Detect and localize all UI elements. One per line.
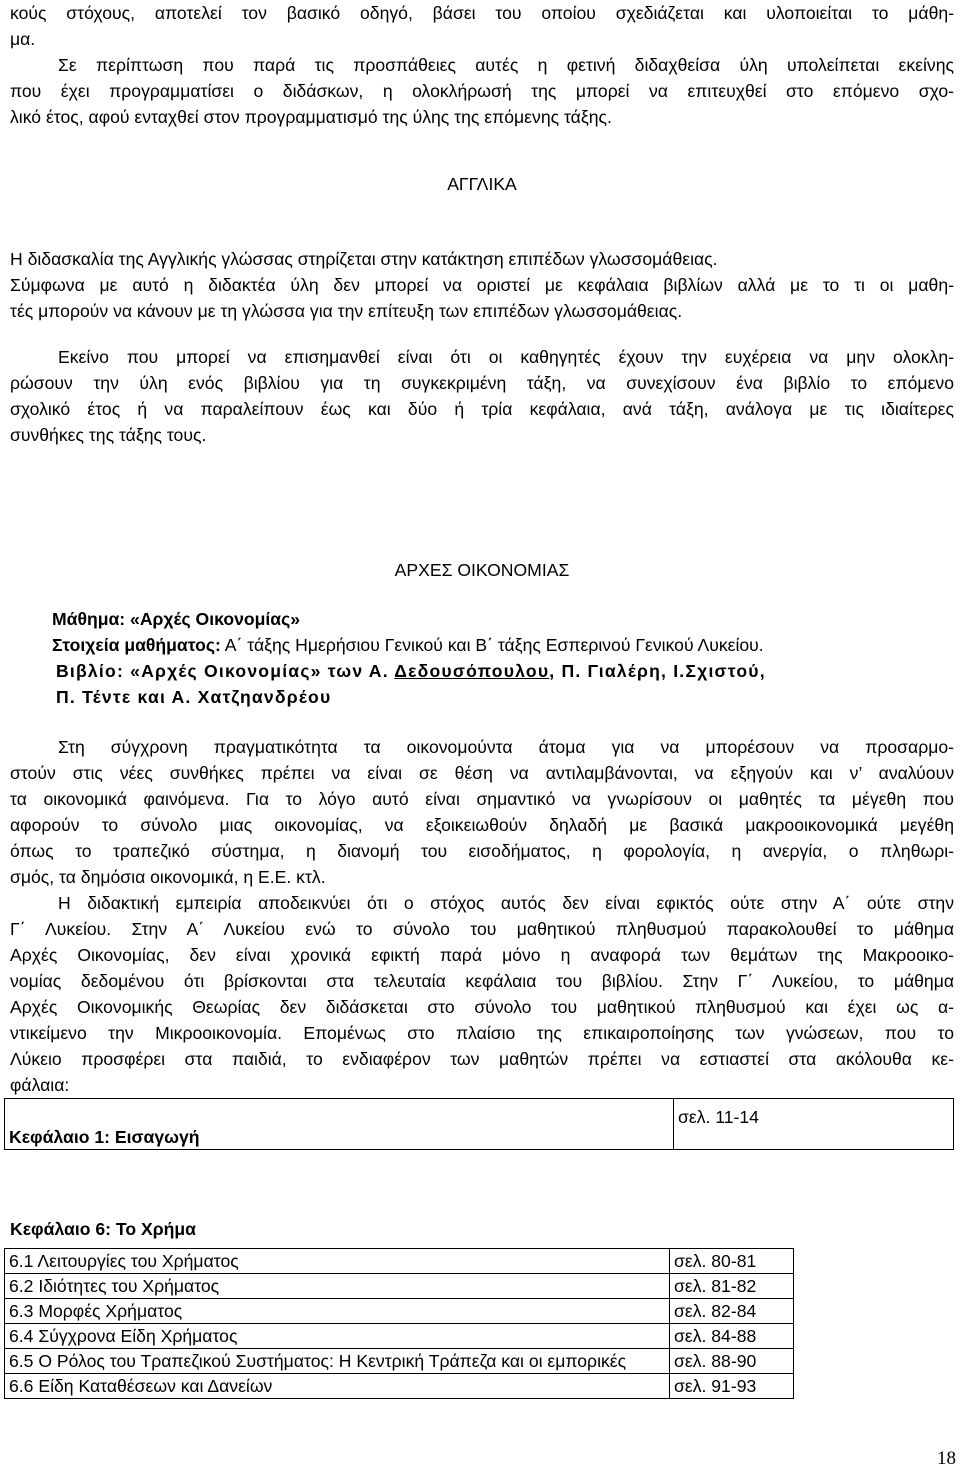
pages-cell: σελ. 82-84 xyxy=(670,1299,794,1324)
text-line: Λύκειο προσφέρει στα παιδιά, το ενδιαφέρον των μαθητών πρέπει να εστιαστεί στα ακόλουθα κε- xyxy=(10,1049,954,1069)
course-label: Στοιχεία μαθήματος: xyxy=(52,635,221,655)
table-row xyxy=(5,1299,794,1324)
section-cell: 6.1 Λειτουργίες του Χρήματος xyxy=(5,1249,670,1274)
section-cell: 6.6 Είδη Καταθέσεων και Δανείων xyxy=(5,1374,670,1399)
text-line: τα οικονομικά φαινόμενα. Για το λόγο αυτό είναι σημαντικό να γνωρίσουν οι μαθητές τα μέγεθη που xyxy=(10,789,954,809)
intro-paragraph xyxy=(10,0,954,130)
text-line: λικό έτος, αφού ενταχθεί στον προγραμματισμό της ύλης της επόμενης τάξης. xyxy=(10,107,612,127)
pages-cell: σελ. 88-90 xyxy=(670,1349,794,1374)
table-row xyxy=(5,1349,794,1374)
text-line: συνθήκες της τάξης τους. xyxy=(10,425,207,445)
table-row xyxy=(5,1374,794,1399)
text-line: Στη σύγχρονη πραγματικότητα τα οικονομούντα άτομα για να μπορέσουν να προσαρμο- xyxy=(58,737,954,757)
table-row xyxy=(5,1099,954,1150)
table-row xyxy=(5,1274,794,1299)
text-line: Σύμφωνα με αυτό η διδακτέα ύλη δεν μπορεί να οριστεί με κεφάλαια βιβλίων αλλά με το τι οι μαθη- xyxy=(10,275,954,295)
text-line: Η διδασκαλία της Αγγλικής γλώσσας στηρίζεται στην κατάκτηση επιπέδων γλωσσομάθειας. xyxy=(10,249,718,269)
section-cell: 6.4 Σύγχρονα Είδη Χρήματος xyxy=(5,1324,670,1349)
section-heading-economics: ΑΡΧΕΣ ΟΙΚΟΝΟΜΙΑΣ xyxy=(394,560,570,580)
book-line-2: Π. Τέντε και Α. Χατζηανδρέου xyxy=(56,687,332,707)
text-line: αφορούν το σύνολο μιας οικονομίας, να εξοικειωθούν δηλαδή με βασικά μακροοικονομικά μεγέθη xyxy=(10,815,954,835)
text-line: σχολικό έτος ή να παραλείπουν έως και δύο ή τρία κεφάλαια, ανά τάξη, ανάλογα με τις ιδιαίτερες xyxy=(10,399,954,419)
pages-cell: σελ. 81-82 xyxy=(670,1274,794,1299)
text-line: Σε περίπτωση που παρά τις προσπάθειες αυτές η φετινή διδαχθείσα ύλη υπολείπεται εκείνης xyxy=(58,55,954,75)
chapter-1-title: Κεφάλαιο 1: Εισαγωγή xyxy=(5,1099,674,1150)
subject-label: Μάθημα: «Αρχές Οικονομίας» xyxy=(52,609,301,629)
table-row xyxy=(5,1249,794,1274)
book-author-underlined: Δεδουσόπουλου xyxy=(394,661,550,681)
course-text: Α΄ τάξης Ημερήσιου Γενικού και Β΄ τάξης Εσπερινού Γενικού Λυκείου. xyxy=(220,635,764,655)
text-line: ρώσουν την ύλη ενός βιβλίου για τη συγκεκριμένη τάξη, να συνεχίσουν ένα βιβλίο το επόμενο xyxy=(10,373,954,393)
page-number: 18 xyxy=(937,1448,956,1469)
book-text-post: , Π. Γιαλέρη, Ι.Σχιστού, xyxy=(549,661,766,681)
text-line: νομίας δεδομένου ότι βρίσκονται στα τελευταία κεφάλαια του βιβλίου. Στην Γ΄ Λυκείου, το μάθημα xyxy=(10,971,954,991)
text-line: Η διδακτική εμπειρία αποδεικνύει ότι ο στόχος αυτός δεν είναι εφικτός ούτε στην Α΄ ούτε στην xyxy=(58,893,954,913)
text-line: Αρχές Οικονομίας, δεν είναι χρονικά εφικτή παρά μόνο η αναφορά των θεμάτων της Μακροοικο- xyxy=(10,945,954,965)
book-line xyxy=(56,658,952,710)
english-paragraph-2 xyxy=(10,344,954,448)
table-row xyxy=(5,1324,794,1349)
chapter-6-title: Κεφάλαιο 6: Το Χρήμα xyxy=(10,1219,196,1239)
book-text-pre: Βιβλίο: «Αρχές Οικονομίας» των Α. xyxy=(56,661,395,681)
text-line: όπως το τραπεζικό σύστημα, η διανομή του εισοδήματος, η φορολογία, η ανεργία, ο πληθωρι- xyxy=(10,841,954,861)
text-line: Γ΄ Λυκείου. Στην Α΄ Λυκείου ενώ το σύνολο του μαθητικού πληθυσμού παρακολουθεί το μάθημα xyxy=(10,919,954,939)
chapter-6-table xyxy=(4,1248,794,1399)
pages-cell: σελ. 80-81 xyxy=(670,1249,794,1274)
course-line xyxy=(52,632,952,658)
chapter-1-pages: σελ. 11-14 xyxy=(674,1099,954,1150)
section-cell: 6.2 Ιδιότητες του Χρήματος xyxy=(5,1274,670,1299)
text-line: στούν στις νέες συνθήκες πρέπει να είναι σε θέση να αντιλαμβάνονται, να εξηγούν και ν’ αναλύουν xyxy=(10,763,954,783)
chapter-1-table xyxy=(4,1098,954,1150)
text-line: που έχει προγραμματίσει ο διδάσκων, η ολοκλήρωσή της μπορεί να επιτευχθεί στο επόμενο σχο- xyxy=(10,81,954,101)
text-line: Εκείνο που μπορεί να επισημανθεί είναι ότι οι καθηγητές έχουν την ευχέρεια να μην ολοκλη- xyxy=(58,347,954,367)
text-line: Αρχές Οικονομικής Θεωρίας δεν διδάσκεται στο σύνολο του μαθητικού πληθυσμού και έχει ως α- xyxy=(10,997,954,1017)
pages-cell: σελ. 84-88 xyxy=(670,1324,794,1349)
text-line: τές μπορούν να κάνουν με τη γλώσσα για την επίτευξη των επιπέδων γλωσσομάθειας. xyxy=(10,301,683,321)
economics-body xyxy=(10,734,954,1098)
section-cell: 6.5 Ο Ρόλος του Τραπεζικού Συστήματος: Η Κεντρική Τράπεζα και οι εμπορικές xyxy=(5,1349,670,1374)
english-paragraph-1 xyxy=(10,246,954,324)
text-line: ντικείμενο την Μικροοικονομία. Επομένως στο πλαίσιο της επικαιροποίησης των γνώσεων, που το xyxy=(10,1023,954,1043)
text-line: φάλαια: xyxy=(10,1075,70,1095)
subject-line xyxy=(52,606,952,632)
text-line: μα. xyxy=(10,29,36,49)
text-line: σμός, τα δημόσια οικονομικά, η Ε.Ε. κτλ. xyxy=(10,867,326,887)
text-line: κούς στόχους, αποτελεί τον βασικό οδηγό, βάσει του οποίου σχεδιάζεται και υλοποιείται το μάθη- xyxy=(10,3,954,23)
pages-cell: σελ. 91-93 xyxy=(670,1374,794,1399)
section-cell: 6.3 Μορφές Χρήματος xyxy=(5,1299,670,1324)
section-heading-english: ΑΓΓΛΙΚΑ xyxy=(447,174,517,194)
